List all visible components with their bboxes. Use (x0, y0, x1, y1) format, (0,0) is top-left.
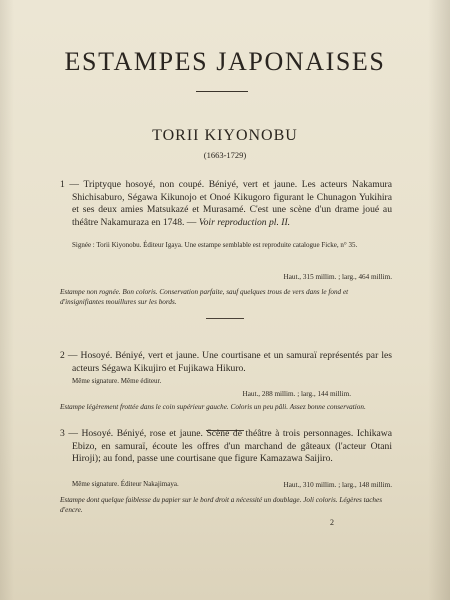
entry-3-note: Estampe dont quelque faiblesse du papier sur le bord droit a nécessité un doublage. Joli coloris. Légères taches d'encre. (60, 496, 382, 514)
title-rule (196, 91, 248, 92)
page-number: 2 (330, 518, 334, 527)
entry-1-description (60, 179, 392, 229)
entry-1-reference: Voir reproduction pl. II. (198, 216, 291, 228)
entry-2-note: Estampe légèrement frottée dans le coin supérieur gauche. Coloris un peu pâli. Assez bonne conservation. (60, 403, 366, 411)
entry-1-text: 1 — Triptyque hosoyé, non coupé. Béniyé, vert et jaune. Les acteurs Nakamura Shichisaburo, Ségawa Kikunojo et Onoé Kikugoro figurant le Chunagon Yukihira et ses deux amies Matsukazé et Murasamé. C'est une scène d'un drame joué au théâtre Nakamuraza en 1748. — (60, 179, 392, 228)
entry-3-text: 3 — Hosoyé. Béniyé, rose et jaune. Scène de théâtre à trois personnages. Ichikawa Ebizo, en samuraï, écoute les offres d'un marchand de gâteaux (l'acteur Otani Hiroji); au fond, passe une courtisane que figure Kamazawa Saijiro. (60, 428, 392, 465)
page-title: ESTAMPES JAPONAISES (64, 47, 386, 76)
artist-dates: (1663-1729) (203, 150, 247, 160)
entry-1-signature: Signée : Torii Kiyonobu. Éditeur Igaya. Une estampe semblable est reproduite catalogue Ficke, n° 35. (72, 241, 358, 249)
separator-1 (206, 318, 244, 319)
page-shadow-right (428, 0, 450, 600)
entry-1-note: Estampe non rognée. Bon coloris. Conservation parfaite, sauf quelques trous de vers dans le fond et d'insignifiantes mouillures sur les bords. (60, 288, 349, 306)
entry-1-dimensions: Haut., 315 millim. ; larg., 464 millim. (283, 273, 392, 281)
artist-heading: TORII KIYONOBU (152, 127, 298, 144)
entry-3-description (60, 428, 392, 466)
entry-2-dimensions: Haut., 288 millim. ; larg., 144 millim. (242, 390, 351, 398)
entry-3-signature: Même signature. Éditeur Nakajimaya. (72, 480, 179, 488)
entry-2-text: 2 — Hosoyé. Béniyé, vert et jaune. Une courtisane et un samuraï représentés par les acteurs Ségawa Kikujiro et Fujikawa Hikuro. (60, 350, 392, 374)
entry-2-signature: Même signature. Même éditeur. (72, 377, 162, 385)
entry-3-dimensions: Haut., 310 millim. ; larg., 148 millim. (283, 481, 392, 489)
page-shadow-left (0, 0, 14, 600)
entry-2-description (60, 350, 392, 375)
